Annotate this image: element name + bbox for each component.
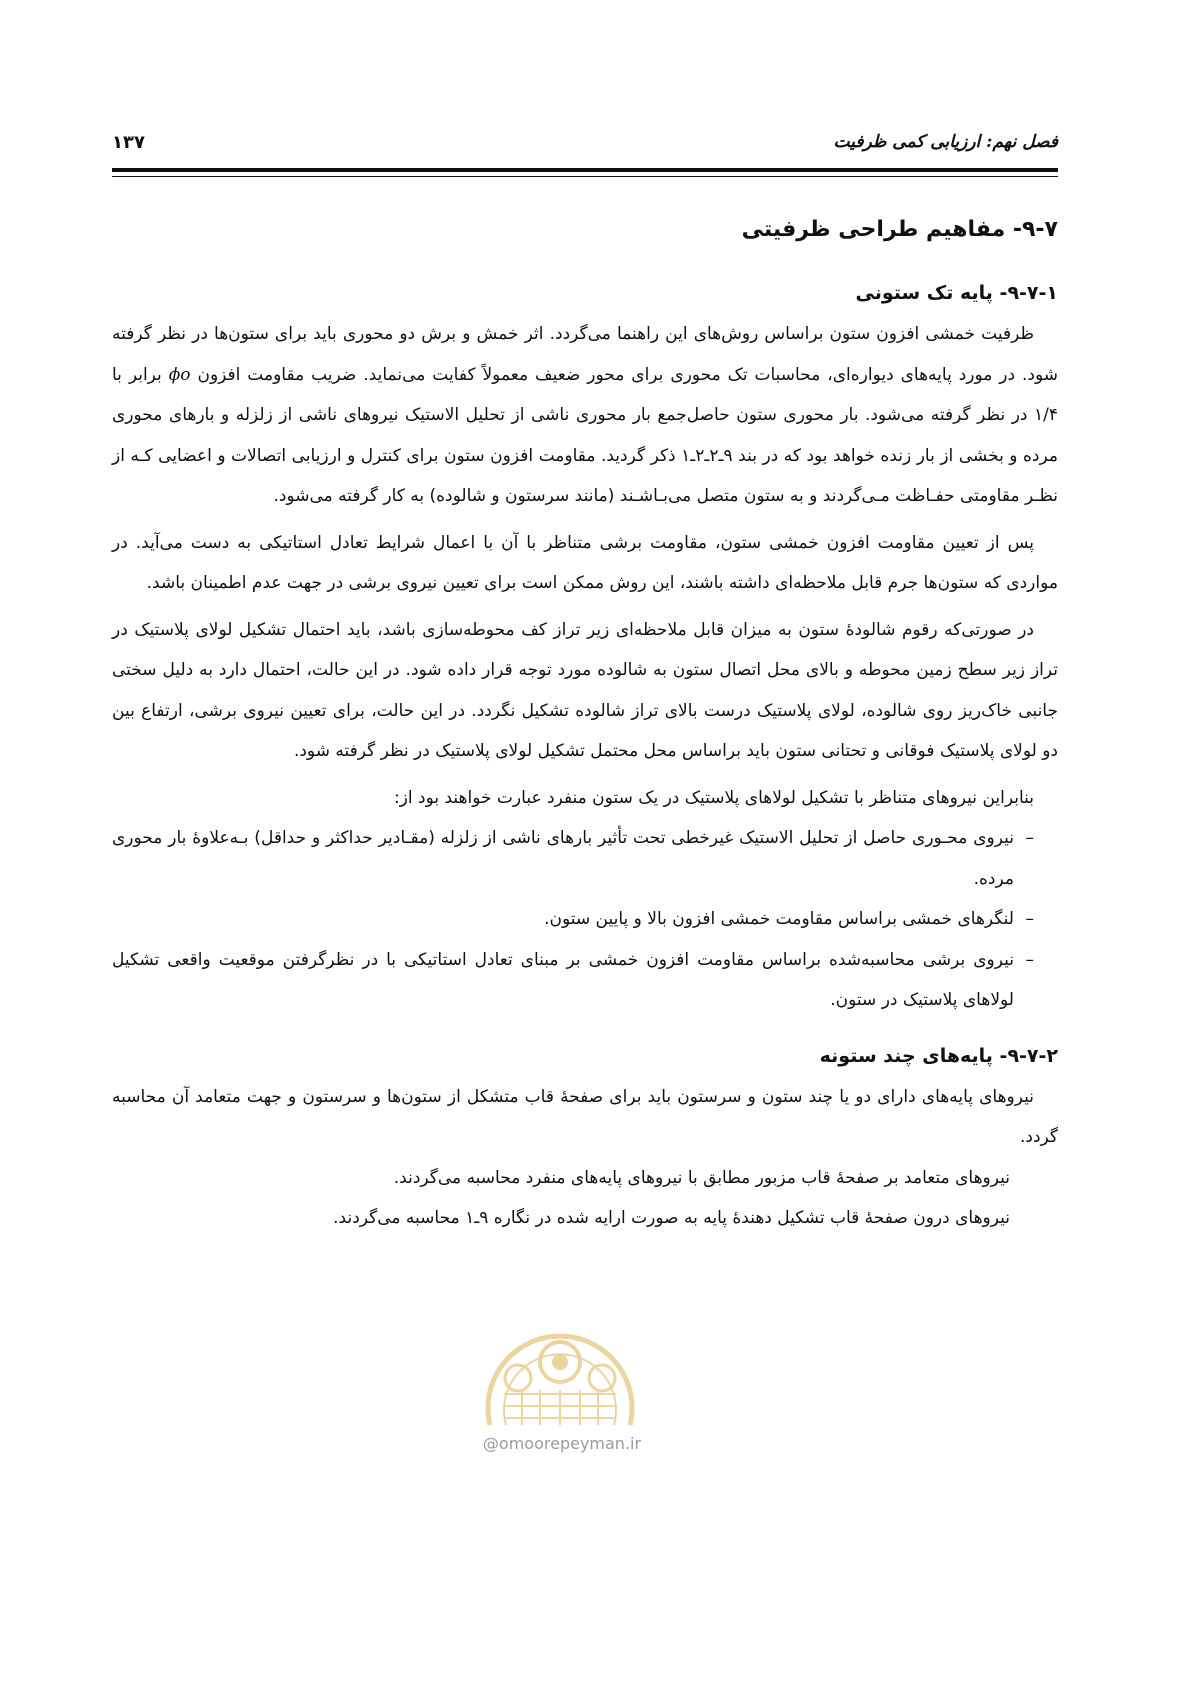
bullet-dash: – — [1025, 828, 1034, 848]
paragraph-4: بنابراین نیروهای متناظر با تشکیل لولاهای پلاستیک در یک ستون منفرد عبارت خواهند بود از: — [393, 787, 1034, 808]
bullet-list — [112, 818, 1058, 1021]
list-item-text: نیروی محـوری حاصل از تحلیل الاستیک غیرخطی تحت تأثیر بارهای ناشی از زلزله (مقـادیر حداکثر و حداقل) بـه‌علاوهٔ بار محوری مرده. — [112, 828, 1014, 889]
page-content — [112, 208, 1058, 1239]
paragraph-1-part-b: برابر با ۱/۴ در نظر گرفته می‌شود. بار محوری ستون حاصل‌جمع بار محوری ناشی از تحلیل الاستیک نیروهای ناشی از زلزله و بارهای محوری مرده و بخشی از بار زنده خواهد بود که در بند ۹ـ۲ـ۲ـ۱ ذکر گردید. مقاومت افزون ستون برای کنترل و ارزیابی اتصالات و اعضایی کـه از نظـر مقاومتی حفـاظت مـی‌گردند و به ستون متصل می‌بـاشـند (مانند سرستون و شالوده) به کار گرفته می‌شود. — [112, 364, 1058, 506]
header-rule-thin — [112, 176, 1058, 177]
phi-symbol: ϕo — [168, 364, 191, 385]
list-item — [112, 899, 1034, 940]
page-number: ۱۳۷ — [112, 132, 145, 153]
bullet-dash: – — [1025, 909, 1034, 929]
paragraph-1-part-a: ظرفیت خمشی افزون ستون براساس روش‌های این راهنما می‌گردد. اثر خمش و برش دو محوری باید برای ستون‌ها در نظر گرفته شود. در مورد پایه‌های دیواره‌ای، محاسبات تک محوری برای محور ضعیف معمولاً کفایت می‌نماید. ضریب مقاومت افزون — [112, 324, 1059, 385]
paragraph-2: پس از تعیین مقاومت افزون خمشی ستون، مقاومت برشی متناظر با آن با اعمال شرایط تعادل استاتیکی به دست می‌آید. در مواردی که ستون‌ها جرم قابل ملاحظه‌ای داشته باشند، این روش ممکن است برای تعیین نیروی برشی در جهت عدم اطمینان باشد. — [112, 532, 1058, 593]
list-item — [112, 818, 1034, 899]
subsection-heading-2: ۹-۷-۲- پایه‌های چند ستونه — [819, 1044, 1058, 1067]
list-item-text: لنگرهای خمشی براساس مقاومت خمشی افزون بالا و پایین ستون. — [544, 909, 1014, 929]
paragraph-6: نیروهای متعامد بر صفحهٔ قاب مزبور مطابق با نیروهای پایه‌های منفرد محاسبه می‌گردند. — [393, 1167, 1010, 1188]
watermark-logo-icon — [460, 1290, 660, 1430]
page-header — [112, 128, 1058, 164]
watermark-url: @omoorepeyman.ir — [482, 1434, 642, 1453]
paragraph-5: نیروهای پایه‌های دارای دو یا چند ستون و سرستون باید برای صفحهٔ قاب متشکل از ستون‌ها و سرستون و جهت متعامد آن محاسبه گردد. — [112, 1086, 1058, 1147]
header-rule-thick — [112, 168, 1058, 172]
bullet-dash: – — [1025, 949, 1034, 970]
subsection-heading-1: ۹-۷-۱- پایه تک ستونی — [855, 282, 1058, 304]
paragraph-1 — [112, 314, 1058, 517]
paragraph-3: در صورتی‌که رقوم شالودهٔ ستون به میزان قابل ملاحظه‌ای زیر تراز کف محوطه‌سازی باشد، باید احتمال تشکیل لولای پلاستیک در تراز زیر سطح زمین محوطه و بالای محل اتصال ستون به شالوده مورد توجه قرار داده شود. در این حالت، احتمال دارد به دلیل سختی جانبی خاک‌ریز روی شالوده، لولای پلاستیک درست بالای تراز شالوده تشکیل نگردد. در این حالت، برای تعیین نیروی برشی، ارتفاع بین دو لولای پلاستیک فوقانی و تحتانی ستون باید براساس محل محتمل تشکیل لولای پلاستیک در نظر گرفته شود. — [112, 619, 1058, 761]
list-item-text: نیروی برشی محاسبه‌شده براساس مقاومت افزون خمشی بر مبنای تعادل استاتیکی با در نظرگرفتن موقعیت واقعی تشکیل لولاهای پلاستیک در ستون. — [112, 949, 1014, 1010]
paragraph-7: نیروهای درون صفحهٔ قاب تشکیل دهندهٔ پایه به صورت ارایه شده در نگاره ۹ـ۱ محاسبه می‌گردند. — [333, 1208, 1010, 1228]
section-heading: ۹-۷- مفاهیم طراحی ظرفیتی — [741, 217, 1058, 242]
list-item — [112, 940, 1034, 1021]
chapter-title: فصل نهم: ارزیابی کمی ظرفیت — [833, 132, 1058, 152]
